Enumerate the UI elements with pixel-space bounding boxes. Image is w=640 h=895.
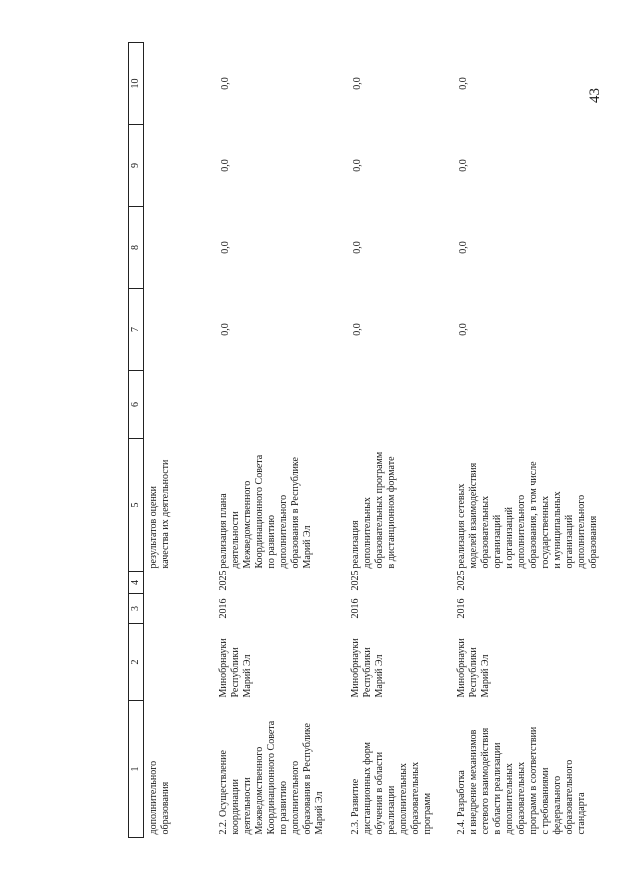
- start-year: 2016: [217, 598, 229, 619]
- end-year: 2025: [455, 570, 467, 591]
- activity-name: 2.4. Разработка и внедрение механизмов сетевого взаимодействия в области реализации дополнительных образовательных программ в соответствии с требованиями федерального образовательного стандарта: [455, 726, 587, 835]
- header-cell: 2: [129, 624, 144, 701]
- header-cell: 5: [129, 439, 144, 572]
- value-col8: [144, 207, 214, 289]
- value-col7: 0,0: [219, 323, 231, 336]
- activity-name: дополнительного образования: [148, 760, 171, 835]
- value-col7: 0,0: [351, 323, 363, 336]
- expected-result: реализация плана деятельности Межведомственного Координационного Совета по развитию дополнительного образования в Республике Марий Эл: [217, 454, 313, 569]
- header-cell: 6: [129, 371, 144, 439]
- expected-result: реализация дополнительных образовательных программ в дистанционном формате: [349, 451, 397, 569]
- expected-result: реализация сетевых моделей взаимодействия образовательных организаций и организаций дополнительного образования, в том числе государственных и муниципальных организаций дополнительного образования: [455, 461, 599, 569]
- value-col6: [214, 371, 346, 439]
- value-col6: [452, 371, 604, 439]
- start-year: 2016: [455, 598, 467, 619]
- executor: Минобрнауки Республики Марий Эл: [455, 638, 491, 698]
- table-row: [452, 43, 604, 838]
- header-cell: 7: [129, 289, 144, 371]
- table-row: [214, 43, 346, 838]
- value-col6: [346, 371, 452, 439]
- value-col10: 0,0: [351, 77, 363, 90]
- table-row: [346, 43, 452, 838]
- value-col10: 0,0: [457, 77, 469, 90]
- value-col8: 0,0: [219, 241, 231, 254]
- end-year: 2025: [349, 570, 361, 591]
- value-col10: [144, 43, 214, 125]
- rotated-table-container: [128, 43, 628, 838]
- value-col9: 0,0: [219, 159, 231, 172]
- value-col9: 0,0: [457, 159, 469, 172]
- end-year: 2025: [217, 570, 229, 591]
- expected-result: результатов оценки качества их деятельности: [148, 459, 171, 569]
- value-col7: [144, 289, 214, 371]
- activity-name: 2.3. Развитие дистанционных форм обучения в области реализации дополнительных образовательных программ: [349, 742, 433, 835]
- value-col10: 0,0: [219, 77, 231, 90]
- header-cell: 3: [129, 594, 144, 624]
- executor: Минобрнауки Республики Марий Эл: [349, 638, 385, 698]
- value-col9: [144, 125, 214, 207]
- header-row: [129, 43, 144, 838]
- header-cell: 9: [129, 125, 144, 207]
- activity-name: 2.2. Осуществление координации деятельности Межведомственного Координационного Совета по развитию дополнительного образования в Республике Марий Эл: [217, 720, 325, 835]
- end-year: [144, 572, 214, 594]
- header-cell: 10: [129, 43, 144, 125]
- value-col8: 0,0: [457, 241, 469, 254]
- start-year: [144, 594, 214, 624]
- executor: [144, 624, 214, 701]
- page-number: 43: [587, 88, 603, 103]
- value-col6: [144, 371, 214, 439]
- header-cell: 4: [129, 572, 144, 594]
- program-table: [128, 42, 604, 838]
- value-col7: 0,0: [457, 323, 469, 336]
- value-col9: 0,0: [351, 159, 363, 172]
- value-col8: 0,0: [351, 241, 363, 254]
- header-cell: 1: [129, 701, 144, 838]
- executor: Минобрнауки Республики Марий Эл: [217, 638, 253, 698]
- table-row: [144, 43, 214, 838]
- start-year: 2016: [349, 598, 361, 619]
- header-cell: 8: [129, 207, 144, 289]
